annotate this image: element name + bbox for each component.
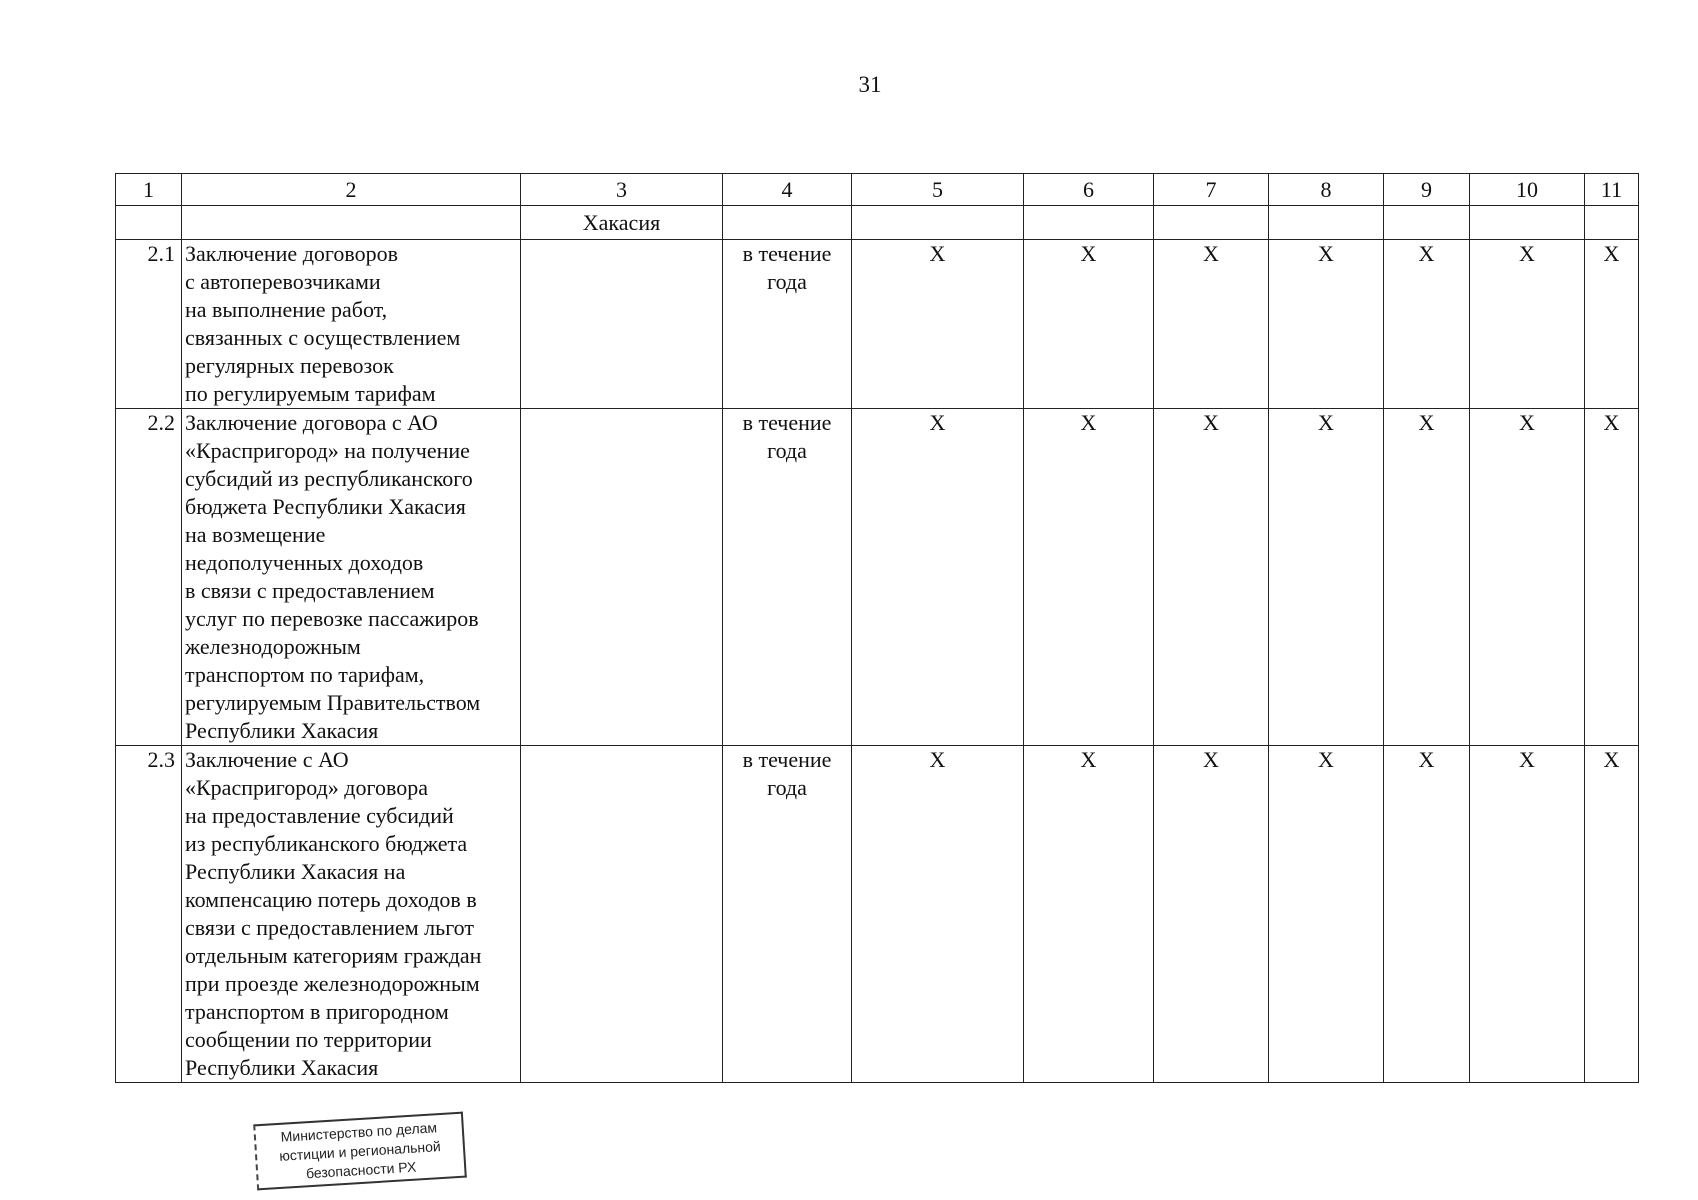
col-header: 11 — [1585, 174, 1639, 206]
row-description: Заключение с АО «Краспригород» договора на предоставление субсидий из республиканского бюджета Республики Хакасия на компенсацию потерь доходов в связи с предоставлением льгот отдельным категориям граждан при проезде железнодорожным транспортом в пригородном сообщении по территории Республики Хакасия — [182, 746, 521, 1083]
col-header: 1 — [116, 174, 182, 206]
mark-cell: X — [852, 746, 1024, 1083]
row-deadline: в течение года — [723, 240, 852, 409]
row-number: 2.2 — [116, 409, 182, 746]
mark-cell: X — [1154, 746, 1269, 1083]
mark-cell: X — [1269, 240, 1384, 409]
mark-cell: X — [1384, 409, 1470, 746]
mark-cell: X — [1470, 240, 1585, 409]
row-description: Заключение договора с АО «Краспригород» на получение субсидий из республиканского бюджета Республики Хакасия на возмещение недополученных доходов в связи с предоставлением услуг по перевозке пассажиров железнодорожным транспортом по тарифам, регулируемым Правительством Республики Хакасия — [182, 409, 521, 746]
row-deadline: в течение года — [723, 409, 852, 746]
mark-cell: X — [1585, 409, 1639, 746]
col-header: 8 — [1269, 174, 1384, 206]
mark-cell: X — [1585, 746, 1639, 1083]
mark-cell: X — [1470, 409, 1585, 746]
region-label: Хакасия — [521, 206, 723, 240]
ministry-stamp: Министерство по делам юстиции и региональной безопасности РХ — [253, 1112, 467, 1191]
mark-cell: X — [852, 240, 1024, 409]
table-row — [116, 746, 1639, 1083]
col-header: 2 — [182, 174, 521, 206]
region-row — [116, 206, 1639, 240]
table-row — [116, 409, 1639, 746]
table-row — [116, 240, 1639, 409]
col-header: 10 — [1470, 174, 1585, 206]
mark-cell: X — [1269, 746, 1384, 1083]
col-header: 4 — [723, 174, 852, 206]
mark-cell: X — [1269, 409, 1384, 746]
col-header: 6 — [1024, 174, 1154, 206]
mark-cell: X — [1154, 240, 1269, 409]
mark-cell: X — [1585, 240, 1639, 409]
col-header: 9 — [1384, 174, 1470, 206]
mark-cell: X — [1470, 746, 1585, 1083]
mark-cell: X — [1024, 240, 1154, 409]
row-number: 2.1 — [116, 240, 182, 409]
col-header: 5 — [852, 174, 1024, 206]
mark-cell: X — [1024, 409, 1154, 746]
mark-cell: X — [1384, 746, 1470, 1083]
mark-cell: X — [852, 409, 1024, 746]
header-row — [116, 174, 1639, 206]
mark-cell: X — [1384, 240, 1470, 409]
page-number: 31 — [858, 72, 882, 97]
col-header: 3 — [521, 174, 723, 206]
col-header: 7 — [1154, 174, 1269, 206]
row-deadline: в течение года — [723, 746, 852, 1083]
plan-table — [115, 173, 1639, 1083]
mark-cell: X — [1154, 409, 1269, 746]
mark-cell: X — [1024, 746, 1154, 1083]
row-description: Заключение договоров с автоперевозчиками на выполнение работ, связанных с осуществлением регулярных перевозок по регулируемым тарифам — [182, 240, 521, 409]
row-number: 2.3 — [116, 746, 182, 1083]
